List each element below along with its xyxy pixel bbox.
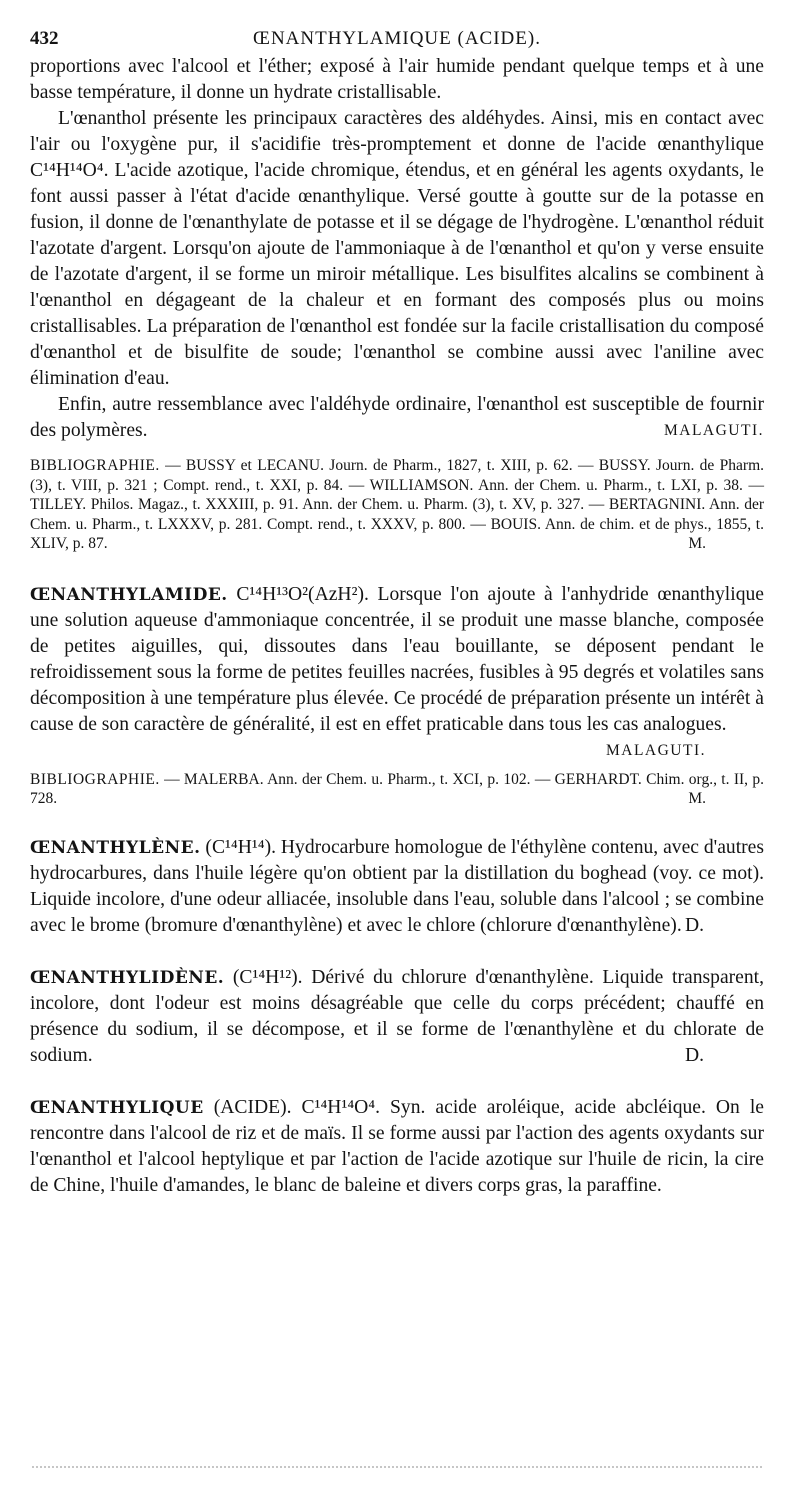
author-signature: MALAGUTI. bbox=[605, 741, 706, 759]
entry-term: ŒNANTHYLAMIDE. bbox=[30, 584, 228, 605]
entry-text bbox=[30, 582, 764, 738]
entry-term: ŒNANTHYLIDÈNE. bbox=[30, 967, 225, 988]
page-body bbox=[30, 28, 764, 1199]
entry-text bbox=[30, 965, 764, 1069]
bibliography-label: BIBLIOGRAPHIE. bbox=[30, 457, 160, 474]
bibliography-author: M. bbox=[688, 535, 706, 552]
paragraph-polymers bbox=[30, 392, 764, 444]
entry-term: ŒNANTHYLIQUE bbox=[30, 1097, 204, 1118]
entry-body: C¹⁴H¹³O²(AzH²). Lorsque l'on ajoute à l'anhydride œnanthylique une solution aqueuse d'ammoniaque concentrée, il se produit une masse blanche, composée de petites aiguilles, qui, dissoutes dans l'eau bouillante, se déposent pendant le refroidissement sous la forme de petites feuilles nacrées, fusibles à 95 degrés et volatiles sans décomposition à une température plus élevée. Ce procédé de préparation présente un intérêt à cause de son caractère de généralité, il est en effet praticable dans tous les cas analogues. bbox=[30, 583, 764, 735]
entry-body: (C¹⁴H¹²). Dérivé du chlorure d'œnanthylène. Liquide transparent, incolore, dont l'odeur est moins désagréable que celle du corps précédent; chauffé en présence du sodium, il se décompose, et il se forme de l'œnanthylène et du chlorate de sodium. bbox=[30, 966, 764, 1066]
bibliography-text: — BUSSY et LECANU. Journ. de Pharm., 1827, t. XIII, p. 62. — BUSSY. Journ. de Pharm. (3), t. VIII, p. 321 ; Compt. rend., t. XXI, p. 84. — WILLIAMSON. Ann. der Chem. u. Pharm., t. LXI, p. 38. — TILLEY. Philos. Magaz., t. XXXIII, p. 91. Ann. der Chem. u. Pharm. (3), t. XV, p. 327. — BERTAGNINI. Ann. der Chem. u. Pharm., t. LXXXV, p. 281. Compt. rend., t. XXXV, p. 800. — BOUIS. Ann. de chim. et de phys., 1855, t. XLIV, p. 87. bbox=[30, 457, 764, 552]
bibliography-text: — MALERBA. Ann. der Chem. u. Pharm., t. XCI, p. 102. — GERHARDT. Chim. org., t. II, p. 728. bbox=[30, 770, 764, 807]
bibliography-label: BIBLIOGRAPHIE. bbox=[30, 770, 160, 788]
bibliography-oenanthol bbox=[30, 456, 764, 554]
running-title: ŒNANTHYLAMIQUE (ACIDE). bbox=[253, 28, 541, 49]
entry-text bbox=[30, 835, 764, 939]
entry-text bbox=[30, 1095, 764, 1199]
entry-term: ŒNANTHYLÈNE. bbox=[30, 837, 201, 858]
author-signature: MALAGUTI. bbox=[663, 422, 764, 439]
entry-body: (ACIDE). C¹⁴H¹⁴O⁴. Syn. acide aroléique, acide abcléique. On le rencontre dans l'alcool de riz et de maïs. Il se forme aussi par l'action des agents oxydants sur l'œnanthol et l'alcool heptylique et par l'action de l'acide azotique sur l'huile de ricin, la cire de Chine, l'huile d'amandes, le blanc de baleine et divers corps gras, la paraffine. bbox=[30, 1096, 764, 1196]
entry-oenanthylene bbox=[30, 835, 764, 939]
page-header bbox=[30, 28, 764, 54]
paragraph-oenanthol-properties: L'œnanthol présente les principaux caractères des aldéhydes. Ainsi, mis en contact avec l'air ou l'oxygène pur, il s'acidifie très-promptement et donne de l'acide œnanthylique C¹⁴H¹⁴O⁴. L'acide azotique, l'acide chromique, étendus, et en général les agents oxydants, le font aussi passer à l'état d'acide œnanthylique. Versé goutte à goutte sur de la potasse en fusion, il donne de l'œnanthylate de potasse et il se dégage de l'hydrogène. L'œnanthol réduit l'azotate d'argent. Lorsqu'on ajoute de l'ammoniaque à de l'œnanthol et qu'on y verse ensuite de l'azotate d'argent, il se forme un miroir métallique. Les bisulfites alcalins se combinent à l'œnanthol en dégageant de la chaleur et en formant des composés plus ou moins cristallisables. La préparation de l'œnanthol est fondée sur la facile cristallisation du composé d'œnanthol et de bisulfite de soude; l'œnanthol se combine aussi avec l'aniline avec élimination d'eau. bbox=[30, 108, 764, 389]
bibliography-oenanthylamide bbox=[30, 770, 764, 809]
author-signature: D. bbox=[684, 914, 704, 936]
entry-oenanthylique-acide bbox=[30, 1095, 764, 1199]
entry-oenanthylidene bbox=[30, 965, 764, 1069]
page-number: 432 bbox=[30, 28, 59, 49]
bleed-through-divider bbox=[32, 1466, 762, 1474]
paragraph-polymers-text: Enfin, autre ressemblance avec l'aldéhyde ordinaire, l'œnanthol est susceptible de fournir des polymères. bbox=[30, 394, 764, 441]
paragraph-continuation: proportions avec l'alcool et l'éther; exposé à l'air humide pendant quelque temps et à une basse température, il donne un hydrate cristallisable. bbox=[30, 56, 764, 103]
entry-body: (C¹⁴H¹⁴). Hydrocarbure homologue de l'éthylène contenu, avec d'autres hydrocarbures, dans l'huile légère qu'on obtient par la distillation du boghead (voy. ce mot). Liquide incolore, d'une odeur alliacée, insoluble dans l'eau, soluble dans l'alcool ; se combine avec le brome (bromure d'œnanthylène) et avec le chlore (chlorure d'œnanthylène). bbox=[30, 836, 764, 936]
entry-oenanthylamide bbox=[30, 582, 764, 809]
bibliography-author: M. bbox=[688, 790, 706, 807]
author-signature: D. bbox=[684, 1044, 704, 1066]
